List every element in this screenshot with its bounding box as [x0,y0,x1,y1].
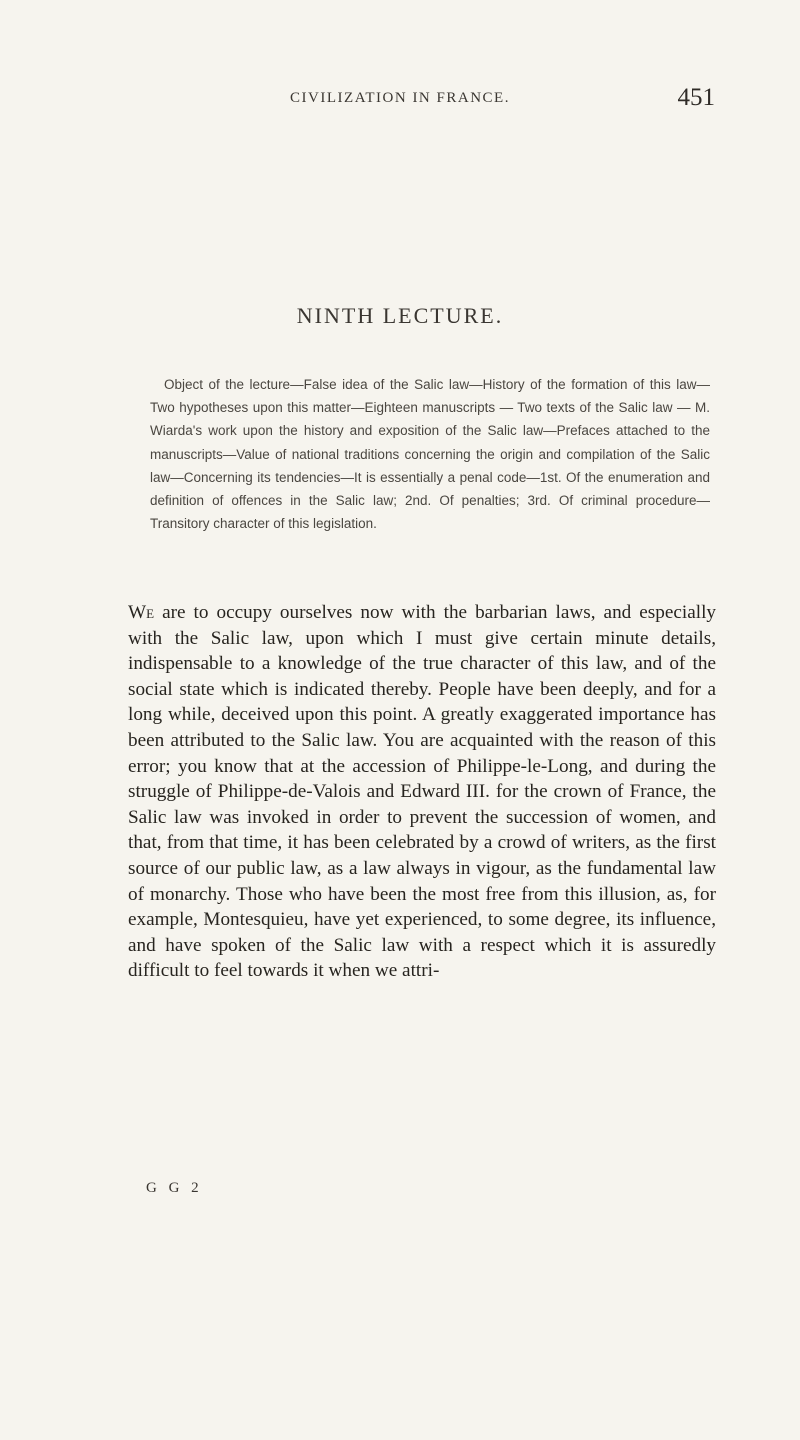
running-head [0,84,800,120]
page-number: 451 [677,84,715,111]
first-word: We [128,602,155,623]
running-title: CIVILIZATION IN FRANCE. [290,90,510,106]
lecture-title: NINTH LECTURE. [296,303,504,328]
body-text: are to occupy ourselves now with the barbarian laws, and especially with the Salic law, upon which I must give certain minute details, indispensable to a knowledge of the true character of this law, and of the social state which is indicated thereby. People have been deeply, and for a long while, deceived upon this point. A greatly exaggerated importance has been attributed to the Salic law. You are acquainted with the reason of this error; you know that at the accession of Philippe-le-Long, and during the struggle of Philippe-de-Valois and Edward III. for the crown of France, the Salic law was invoked in order to prevent the succession of women, and that, from that time, it has been celebrated by a crowd of writers, as the first source of our public law, as a law always in vigour, as the fundamental law of monarchy. Those who have been the most free from this illusion, as, for example, Montesquieu, have yet experienced, to some degree, its influence, and have spoken of the Salic law with a respect which it is assuredly difficult to feel towards it when we attri- [128,602,716,982]
signature-mark: G G 2 [146,1180,203,1196]
body-paragraph [128,600,716,984]
lecture-summary: Object of the lecture—False idea of the Salic law—History of the formation of this law—Two hypotheses upon this matter—Eighteen manuscripts — Two texts of the Salic law — M. Wiarda's work upon the history and exposition of the Salic law—Prefaces attached to the manuscripts—Value of national traditions concerning the origin and compilation of the Salic law—Concerning its tendencies—It is essentially a penal code—1st. Of the enumeration and definition of offences in the Salic law; 2nd. Of penalties; 3rd. Of criminal procedure—Transitory character of this legislation. [150,377,710,532]
